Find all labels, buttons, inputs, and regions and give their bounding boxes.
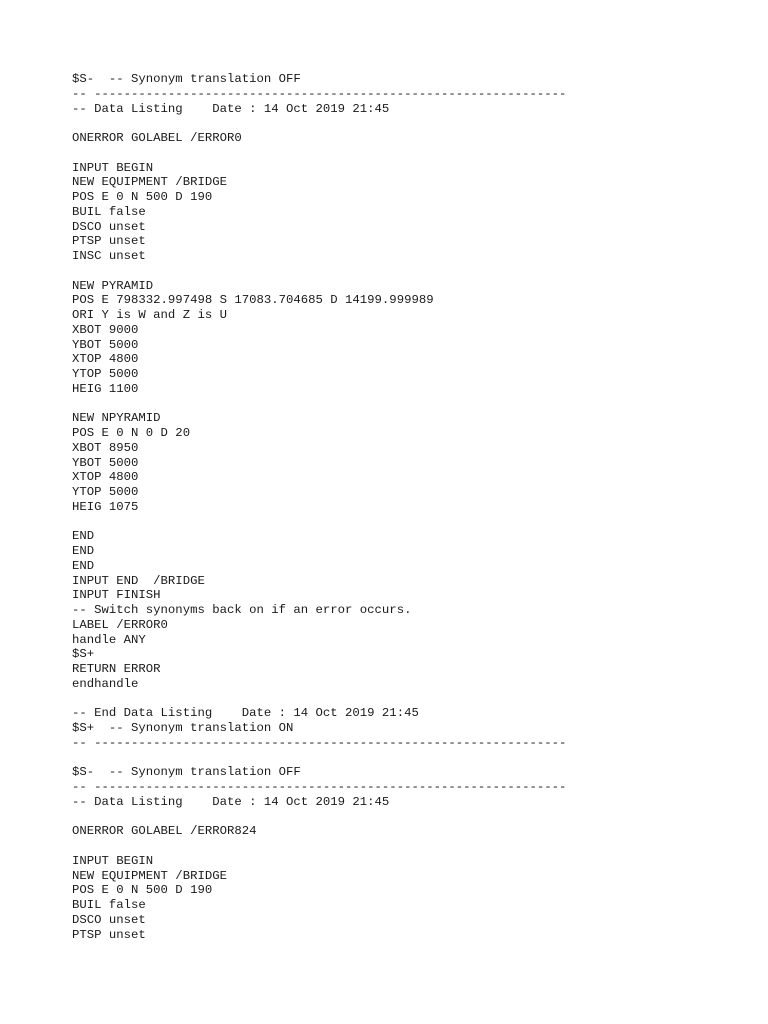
- listing-line: DSCO unset: [72, 219, 146, 234]
- listing-line: ONERROR GOLABEL /ERROR824: [72, 824, 257, 839]
- listing-line: DSCO unset: [72, 912, 146, 927]
- listing-line: NEW EQUIPMENT /BRIDGE: [72, 868, 227, 883]
- listing-line: YTOP 5000: [72, 367, 139, 381]
- listing-line: NEW EQUIPMENT /BRIDGE: [72, 175, 227, 190]
- listing-line: handle ANY: [72, 632, 146, 647]
- blank-line: [72, 146, 752, 161]
- listing-line: PTSP unset: [72, 927, 146, 942]
- document-page: [72, 72, 752, 942]
- listing-line: XTOP 4800: [72, 470, 139, 485]
- listing-line: -- Data Listing Date : 14 Oct 2019 21:45: [72, 794, 390, 809]
- listing-line: XBOT 8950: [72, 440, 139, 455]
- listing-line: PTSP unset: [72, 234, 146, 249]
- listing-line: XBOT 9000: [72, 322, 139, 337]
- blank-line: [72, 839, 752, 854]
- listing-line: ONERROR GOLABEL /ERROR0: [72, 131, 242, 145]
- listing-line: END: [72, 529, 95, 544]
- listing-line: BUIL false: [72, 204, 146, 219]
- listing-line: INPUT FINISH: [72, 588, 161, 603]
- listing-line: INPUT BEGIN: [72, 160, 154, 175]
- listing-line: $S+ -- Synonym translation ON: [72, 721, 294, 735]
- blank-line: [72, 692, 752, 707]
- listing-line: POS E 0 N 0 D 20: [72, 426, 191, 440]
- listing-line: ORI Y is W and Z is U: [72, 308, 227, 322]
- listing-line: $S- -- Synonym translation OFF: [72, 72, 301, 86]
- listing-line: INPUT BEGIN: [72, 853, 154, 868]
- listing-line: -- Data Listing Date : 14 Oct 2019 21:45: [72, 101, 390, 116]
- blank-line: [72, 264, 752, 279]
- listing-line: YBOT 5000: [72, 455, 139, 470]
- blank-line: [72, 116, 752, 131]
- listing-line: $S- -- Synonym translation OFF: [72, 765, 301, 780]
- listing-line: -- ----------------------------------------------------------------: [72, 780, 567, 794]
- listing-line: -- ----------------------------------------------------------------: [72, 86, 567, 101]
- listing-line: NEW NPYRAMID: [72, 411, 161, 426]
- listing-line: XTOP 4800: [72, 352, 139, 367]
- listing-line: INSC unset: [72, 249, 146, 263]
- listing-line: INPUT END /BRIDGE: [72, 573, 205, 588]
- listing-line: -- End Data Listing Date : 14 Oct 2019 21:45: [72, 706, 419, 721]
- code-listing: [72, 72, 752, 942]
- listing-line: END: [72, 544, 95, 558]
- listing-line: HEIG 1075: [72, 499, 139, 514]
- listing-line: POS E 0 N 500 D 190: [72, 190, 213, 204]
- listing-line: HEIG 1100: [72, 381, 139, 396]
- listing-line: YTOP 5000: [72, 485, 139, 499]
- listing-line: -- Switch synonyms back on if an error occurs.: [72, 603, 412, 617]
- blank-line: [72, 397, 752, 412]
- blank-line: [72, 751, 752, 766]
- listing-line: END: [72, 558, 95, 573]
- listing-line: endhandle: [72, 676, 139, 691]
- blank-line: [72, 515, 752, 530]
- listing-line: POS E 0 N 500 D 190: [72, 883, 213, 898]
- listing-line: -- ----------------------------------------------------------------: [72, 735, 567, 750]
- listing-line: BUIL false: [72, 898, 146, 912]
- listing-line: $S+: [72, 647, 95, 662]
- listing-line: POS E 798332.997498 S 17083.704685 D 14199.999989: [72, 293, 434, 308]
- listing-line: NEW PYRAMID: [72, 278, 154, 293]
- listing-line: YBOT 5000: [72, 337, 139, 352]
- listing-line: LABEL /ERROR0: [72, 617, 168, 632]
- blank-line: [72, 810, 752, 825]
- listing-line: RETURN ERROR: [72, 662, 161, 676]
